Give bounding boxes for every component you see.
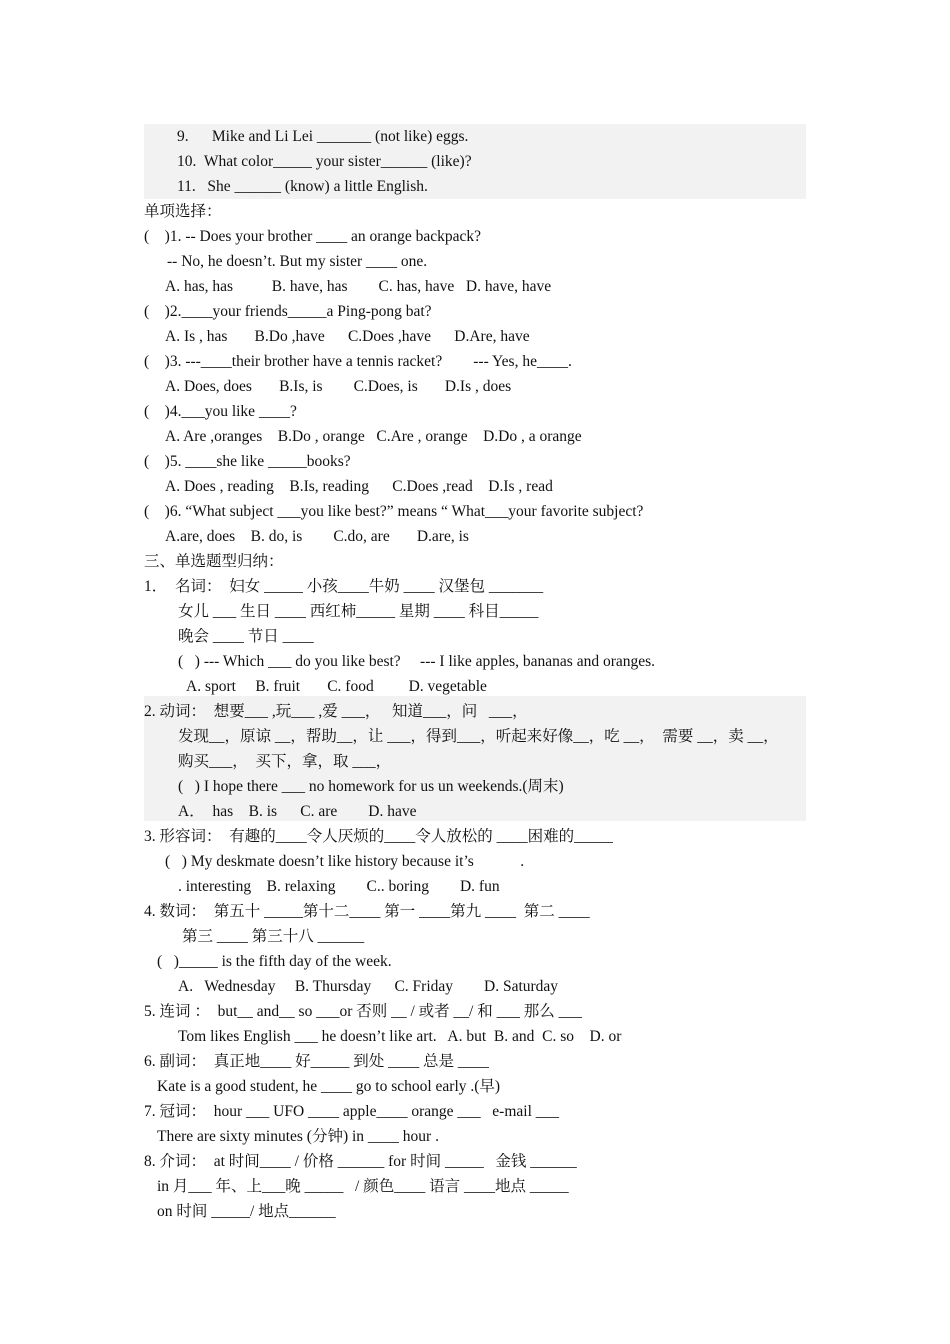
text-line: 7. 冠词： hour ___ UFO ____ apple____ orange ___ e-mail ___ xyxy=(144,1103,559,1120)
text-line: in 月___ 年、上___晚 _____ / 颜色____ 语言 ____地点 _____ xyxy=(157,1178,569,1195)
text-line: ( ) --- Which ___ do you like best? --- I like apples, bananas and oranges. xyxy=(178,653,656,670)
section-heading: 三、单选题型归纳： xyxy=(144,553,284,570)
text-line: 5. 连词 ： but__ and__ so ___or 否则 __ / 或者 __/ 和 ___ 那么 ___ xyxy=(144,1003,582,1020)
text-line: Tom likes English ___ he doesn’t like art. A. but B. and C. so D. or xyxy=(178,1028,622,1045)
text-line: A. Are ,oranges B.Do , orange C.Are , orange D.Do , a orange xyxy=(165,428,582,445)
text-line: A. Does , reading B.Is, reading C.Does ,read D.Is , read xyxy=(165,478,553,495)
text-line: A. sport B. fruit C. food D. vegetable xyxy=(186,678,487,695)
text-line: ( )6. “What subject ___you like best?” means “ What___your favorite subject? xyxy=(144,503,644,520)
text-line: A. Is , has B.Do ,have C.Does ,have D.Are, have xyxy=(165,328,530,345)
text-line: A.are, does B. do, is C.do, are D.are, is xyxy=(165,528,469,545)
text-line: ( )_____ is the fifth day of the week. xyxy=(157,953,392,970)
text-line: A. Wednesday B. Thursday C. Friday D. Saturday xyxy=(178,978,559,995)
text-line: ( )4.___you like ____? xyxy=(144,403,297,420)
text-line: Kate is a good student, he ____ go to school early .(早) xyxy=(157,1078,501,1095)
text-line: 晚会 ____ 节日 ____ xyxy=(178,628,314,645)
text-line: ( )1. -- Does your brother ____ an orange backpack? xyxy=(144,228,481,245)
text-line: 购买___， 买下，拿，取 ___， xyxy=(178,753,392,770)
text-line: on 时间 _____/ 地点______ xyxy=(157,1203,336,1220)
text-line: 8. 介词： at 时间____ / 价格 ______ for 时间 _____ 金钱 ______ xyxy=(144,1153,577,1170)
text-line: There are sixty minutes (分钟) in ____ hour . xyxy=(157,1128,439,1145)
text-line: ( )3. ---____their brother have a tennis racket? --- Yes, he____. xyxy=(144,353,572,370)
text-line: . interesting B. relaxing C.. boring D. fun xyxy=(178,878,500,895)
text-line: 1． 名词： 妇女 _____ 小孩____牛奶 ____ 汉堡包 _______ xyxy=(144,578,544,595)
text-line: ( )2.____your friends_____a Ping-pong bat? xyxy=(144,303,432,320)
text-line: A. has, has B. have, has C. has, have D. have, have xyxy=(165,278,552,295)
text-line: 3. 形容词： 有趣的____令人厌烦的____令人放松的 ____困难的_____ xyxy=(144,828,613,845)
text-line: 第三 ____ 第三十八 ______ xyxy=(182,928,365,945)
text-line: A． has B. is C. are D. have xyxy=(178,803,417,820)
text-line: 10. What color_____ your sister______ (like)? xyxy=(177,153,472,170)
text-line: 11. She ______ (know) a little English. xyxy=(177,178,428,195)
text-line: 9. Mike and Li Lei _______ (not like) eggs. xyxy=(177,128,469,145)
text-line: 女儿 ___ 生日 ____ 西红柿_____ 星期 ____ 科目_____ xyxy=(178,603,539,620)
text-line: -- No, he doesn’t. But my sister ____ one. xyxy=(167,253,428,270)
text-line: 2. 动词： 想要___ ,玩___ ,爱 ___， 知道___，问 ___， xyxy=(144,703,528,720)
text-line: 6. 副词： 真正地____ 好_____ 到处 ____ 总是 ____ xyxy=(144,1053,489,1070)
text-line: ( )5. ____she like _____books? xyxy=(144,453,351,470)
section-heading: 单项选择： xyxy=(144,203,222,220)
text-line: ( ) I hope there ___ no homework for us un weekends.(周末) xyxy=(178,778,564,795)
text-line: 4. 数词： 第五十 _____第十二____ 第一 ____第九 ____ 第二 ____ xyxy=(144,903,590,920)
text-line: A. Does, does B.Is, is C.Does, is D.Is , does xyxy=(165,378,512,395)
text-line: 发现__，原谅 __，帮助__，让 ___，得到___，听起来好像__，吃 __， 需要 __，卖 __， xyxy=(178,728,779,745)
text-line: ( ) My deskmate doesn’t like history because it’s . xyxy=(165,853,525,870)
